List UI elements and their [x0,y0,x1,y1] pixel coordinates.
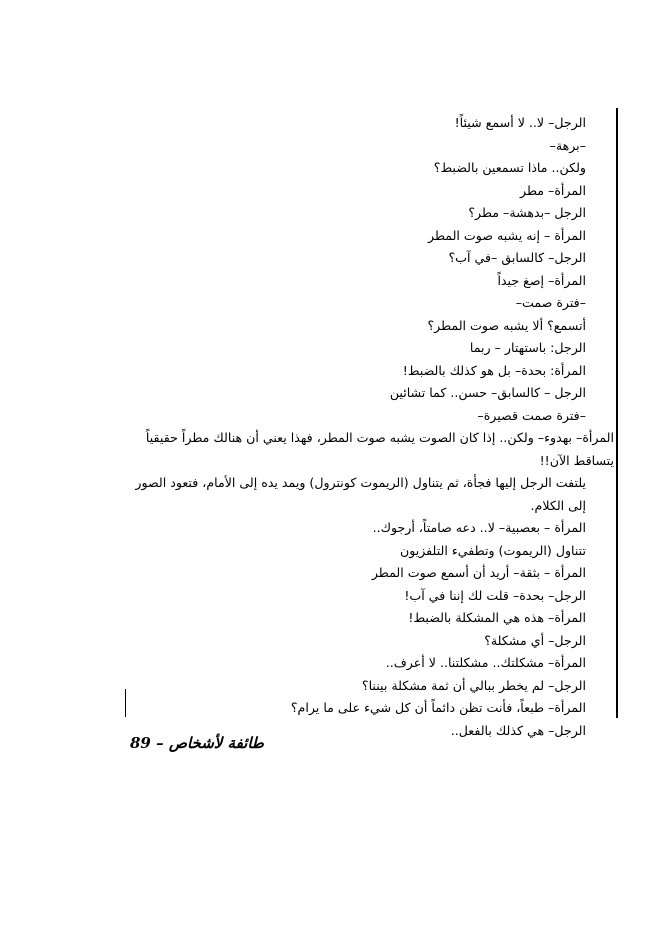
text-line: الرجل: باستهتار – ربما [469,340,586,355]
text-line: –برهة– [549,137,586,153]
text-line: المرأة – بثقة– أريد أن أسمع صوت المطر [371,565,586,580]
text-line: المرأة– هذه هي المشكلة بالضبط! [408,610,586,625]
text-line: الرجل– بحدة– قلت لك إننا في آب! [404,587,586,603]
text-line: الرجل– لم يخطر ببالي أن ثمة مشكلة بيننا؟ [361,677,586,693]
page-footer: طائفة لأشخاص – 89 [130,734,264,752]
text-line: المرأة– مشكلتك.. مشكلتنا.. لا أعرف.. [385,655,586,670]
text-line: أتسمع؟ ألا يشبه صوت المطر؟ [427,317,586,333]
stage-direction: تتناول (الريموت) وتطفيء التلفزيون [399,542,586,558]
text-line: الرجل –بدهشة– مطر؟ [468,205,586,220]
text-line: المرأة– طبعاً، فأنت تظن دائماً أن كل شيء على ما يرام؟ [290,700,586,715]
text-line: الرجل– أي مشكلة؟ [484,632,586,648]
text-line: المرأة– بهدوء– ولكن.. إذا كان الصوت يشبه صوت المطر، فهذا يعني أن هنالك مطراً حقيقياً يتساقط الآن!! [145,430,614,468]
margin-rule [616,108,618,718]
text-line: المرأة – إنه يشبه صوت المطر [428,227,586,243]
text-line: الرجل– كالسابق –في آب؟ [448,250,586,265]
text-line: –فترة صمت– [515,295,586,310]
text-line: المرأة– مطر [520,182,586,198]
text-line: الرجل– لا.. لا أسمع شيئاً! [454,115,586,130]
stage-direction: يلتفت الرجل إليها فجأة، ثم يتناول (الريموت كونترول) ويمد يده إلى الأمام، فتعود الصور إلى الكلام. [135,475,586,513]
text-line: المرأة– إصغ جيداً [497,272,586,288]
margin-rule-short [125,689,126,717]
text-line: المرأة: بحدة– بل هو كذلك بالضبط! [402,362,586,378]
text-line: المرأة – بعصبية– لا.. دعه صامتاً، أرجوك.. [372,520,586,535]
dialogue-text [128,112,614,742]
text-line: –فترة صمت قصيرة– [477,407,586,423]
text-line: الرجل– هي كذلك بالفعل.. [450,722,586,738]
text-line: الرجل – كالسابق– حسن.. كما تشائين [389,385,586,400]
text-line: ولكن.. ماذا تسمعين بالضبط؟ [433,160,586,175]
